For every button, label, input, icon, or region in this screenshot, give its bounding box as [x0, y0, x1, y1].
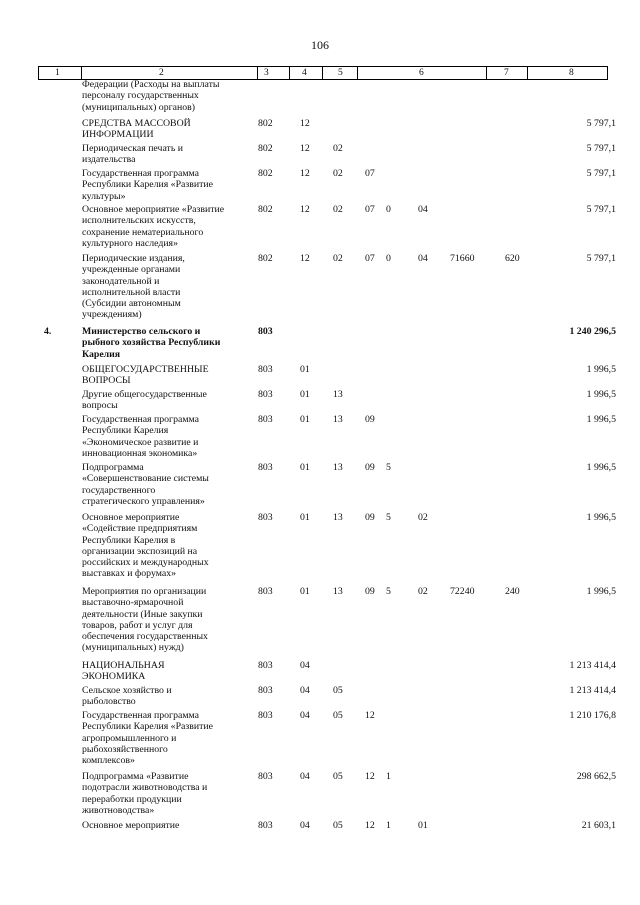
cell-amount: 21 603,1: [581, 820, 616, 831]
cell-activity: 04: [418, 204, 428, 215]
row-name-line: животноводства»: [82, 804, 155, 816]
row-name-line: агропромышленного и: [82, 732, 177, 744]
cell-ministry-code: 802: [258, 118, 273, 129]
cell-subprogram: 5: [386, 586, 391, 597]
cell-amount: 1 996,5: [586, 389, 616, 400]
row-name-line: инновационная экономика»: [82, 447, 198, 459]
cell-section: 01: [300, 364, 310, 375]
cell-amount: 1 213 414,4: [569, 660, 616, 671]
cell-amount: 5 797,1: [586, 204, 616, 215]
cell-section: 12: [300, 253, 310, 264]
row-name-line: Республики Карелия: [82, 425, 169, 437]
cell-section: 01: [300, 512, 310, 523]
cell-section: 12: [300, 168, 310, 179]
cell-subprogram: 1: [386, 771, 391, 782]
cell-ministry-code: 803: [258, 710, 273, 721]
row-name-line: стратегического управления»: [82, 495, 205, 507]
row-name-line: Государственная программа: [82, 168, 199, 179]
row-name: [82, 586, 208, 654]
cell-expense-type: 240: [505, 586, 520, 597]
row-name-line: культурного наследия»: [82, 237, 178, 249]
cell-expense-type: 620: [505, 253, 520, 264]
row-name-line: сохранение нематериального: [82, 226, 204, 238]
cell-program: 09: [365, 462, 375, 473]
cell-program: 12: [365, 771, 375, 782]
cell-amount: 1 996,5: [586, 512, 616, 523]
cell-direction: 72240: [450, 586, 475, 597]
cell-amount: 1 996,5: [586, 414, 616, 425]
row-name: [82, 685, 172, 708]
header-col-1: 1: [55, 68, 60, 78]
cell-program: 12: [365, 710, 375, 721]
row-name: [82, 820, 179, 831]
cell-section: 12: [300, 118, 310, 129]
row-name-line: Основное мероприятие: [82, 512, 180, 523]
cell-ministry-code: 803: [258, 771, 273, 782]
cell-section: 04: [300, 820, 310, 831]
row-name-line: «Экономическое развитие и: [82, 436, 199, 448]
row-name-line: исполнительной власти: [82, 286, 181, 298]
cell-subsection: 05: [333, 771, 343, 782]
cell-subsection: 13: [333, 389, 343, 400]
row-name-line: Мероприятия по организации: [82, 586, 207, 597]
row-name: [82, 660, 164, 683]
cell-ministry-code: 803: [258, 389, 273, 400]
cell-amount: 1 996,5: [586, 462, 616, 473]
row-name-line: учреждениям): [82, 309, 142, 321]
row-name-line: ОБЩЕГОСУДАРСТВЕННЫЕ: [82, 364, 209, 375]
row-name-line: (муниципальных) органов): [82, 101, 195, 113]
row-name-line: Периодические издания,: [82, 253, 185, 264]
row-name-line: Государственная программа: [82, 414, 199, 425]
row-name: [82, 168, 213, 202]
row-name-line: переработки продукции: [82, 793, 182, 805]
cell-amount: 1 213 414,4: [569, 685, 616, 696]
cell-program: 07: [365, 253, 375, 264]
cell-amount: 1 996,5: [586, 364, 616, 375]
cell-section: 04: [300, 771, 310, 782]
cell-activity: 01: [418, 820, 428, 831]
cell-subsection: 13: [333, 586, 343, 597]
cell-amount: 298 662,5: [576, 771, 616, 782]
row-name: [82, 414, 199, 459]
cell-section: 01: [300, 414, 310, 425]
cell-ministry-code: 803: [258, 685, 273, 696]
row-name-line: товаров, работ и услуг для: [82, 619, 193, 631]
row-name: [82, 118, 191, 141]
row-name-line: Сельское хозяйство и: [82, 685, 172, 696]
row-name-line: Республики Карелия «Развитие: [82, 179, 213, 191]
cell-subsection: 13: [333, 414, 343, 425]
row-name: [82, 389, 207, 412]
cell-amount: 5 797,1: [586, 118, 616, 129]
row-name-line: обеспечения государственных: [82, 631, 208, 643]
cell-section: 01: [300, 586, 310, 597]
row-name-line: Основное мероприятие «Развитие: [82, 204, 225, 215]
row-name-line: «Совершенствование системы: [82, 473, 209, 485]
row-name-line: рыболовство: [82, 696, 136, 708]
row-name-line: Федерации (Расходы на выплаты: [82, 79, 220, 90]
cell-ministry-code: 803: [258, 414, 273, 425]
page-number: 106: [311, 38, 329, 52]
cell-amount: 1 210 176,8: [569, 710, 616, 721]
row-name-line: комплексов»: [82, 755, 135, 767]
row-name-line: Республики Карелия в: [82, 534, 176, 546]
cell-subprogram: 0: [386, 204, 391, 215]
cell-ministry-code: 802: [258, 168, 273, 179]
cell-subprogram: 0: [386, 253, 391, 264]
header-col-4: 4: [302, 68, 307, 78]
row-name-line: учрежденные органами: [82, 264, 181, 276]
cell-section: 01: [300, 462, 310, 473]
header-col-5: 5: [338, 68, 343, 78]
cell-subsection: 05: [333, 710, 343, 721]
row-name-line: деятельности (Иные закупки: [82, 608, 203, 620]
cell-program: 12: [365, 820, 375, 831]
row-name: [82, 253, 185, 321]
row-name-line: Министерство сельского и: [82, 326, 201, 337]
cell-ministry-code: 803: [258, 326, 273, 337]
cell-subsection: 05: [333, 820, 343, 831]
cell-subsection: 05: [333, 685, 343, 696]
row-name: [82, 364, 209, 387]
row-name: [82, 79, 220, 113]
cell-subprogram: 5: [386, 462, 391, 473]
row-name-line: выставочно-ярмарочной: [82, 597, 184, 609]
row-name-line: Подпрограмма: [82, 462, 144, 473]
row-name-line: ЭКОНОМИКА: [82, 671, 146, 683]
table-header: [38, 66, 608, 80]
row-name-line: исполнительских искусств,: [82, 215, 196, 227]
cell-ministry-code: 802: [258, 143, 273, 154]
row-name-line: рыбохозяйственного: [82, 743, 168, 755]
row-name: [82, 143, 183, 166]
row-name: [82, 326, 220, 360]
cell-subsection: 02: [333, 253, 343, 264]
row-name-line: Государственная программа: [82, 710, 199, 721]
row-name-line: государственного: [82, 484, 156, 496]
row-name-line: Карелия: [82, 348, 121, 360]
cell-direction: 71660: [450, 253, 475, 264]
cell-program: 07: [365, 204, 375, 215]
cell-section: 12: [300, 204, 310, 215]
cell-program: 09: [365, 414, 375, 425]
cell-ministry-code: 802: [258, 204, 273, 215]
cell-program: 09: [365, 586, 375, 597]
row-name-line: ВОПРОСЫ: [82, 375, 131, 387]
row-name-line: СРЕДСТВА МАССОВОЙ: [82, 118, 191, 129]
row-name-line: издательства: [82, 154, 136, 166]
cell-ministry-code: 803: [258, 820, 273, 831]
header-col-2: 2: [159, 68, 164, 78]
cell-section: 12: [300, 143, 310, 154]
cell-section: 01: [300, 389, 310, 400]
header-col-6: 6: [419, 68, 424, 78]
cell-ministry-code: 803: [258, 364, 273, 375]
row-name-line: рыбного хозяйства Республики: [82, 337, 221, 349]
cell-subsection: 13: [333, 462, 343, 473]
row-name-line: ИНФОРМАЦИИ: [82, 129, 154, 141]
cell-subsection: 02: [333, 143, 343, 154]
cell-subsection: 02: [333, 168, 343, 179]
cell-program: 07: [365, 168, 375, 179]
cell-subprogram: 1: [386, 820, 391, 831]
cell-ministry-code: 803: [258, 586, 273, 597]
cell-subprogram: 5: [386, 512, 391, 523]
row-name-line: НАЦИОНАЛЬНАЯ: [82, 660, 165, 671]
cell-activity: 04: [418, 253, 428, 264]
row-name-line: «Содействие предприятиям: [82, 523, 198, 535]
cell-amount: 5 797,1: [586, 253, 616, 264]
row-name-line: выставках и форумах»: [82, 568, 176, 580]
row-name-line: Периодическая печать и: [82, 143, 184, 154]
cell-program: 09: [365, 512, 375, 523]
cell-activity: 02: [418, 512, 428, 523]
row-name-line: российских и международных: [82, 557, 209, 569]
cell-activity: 02: [418, 586, 428, 597]
cell-amount: 1 996,5: [586, 586, 616, 597]
header-col-8: 8: [569, 68, 574, 78]
cell-ministry-code: 803: [258, 660, 273, 671]
row-name-line: организации экспозиций на: [82, 545, 198, 557]
cell-amount: 5 797,1: [586, 168, 616, 179]
row-name-line: Другие общегосударственные: [82, 389, 207, 400]
row-name-line: культуры»: [82, 190, 126, 202]
row-name-line: (Субсидии автономным: [82, 298, 181, 310]
header-col-7: 7: [504, 68, 509, 78]
row-name-line: подотрасли животноводства и: [82, 782, 208, 794]
row-name-line: (муниципальных) нужд): [82, 642, 184, 654]
cell-section: 04: [300, 710, 310, 721]
cell-ministry-code: 803: [258, 512, 273, 523]
row-number: 4.: [44, 326, 52, 337]
row-name-line: законодательной и: [82, 275, 160, 287]
row-name-line: Республики Карелия «Развитие: [82, 721, 213, 733]
cell-section: 04: [300, 660, 310, 671]
row-name: [82, 462, 209, 507]
cell-ministry-code: 803: [258, 462, 273, 473]
cell-amount: 5 797,1: [586, 143, 616, 154]
header-col-3: 3: [264, 68, 269, 78]
cell-subsection: 13: [333, 512, 343, 523]
cell-amount: 1 240 296,5: [569, 326, 616, 337]
cell-ministry-code: 802: [258, 253, 273, 264]
row-name: [82, 204, 224, 249]
row-name-line: персоналу государственных: [82, 90, 199, 102]
cell-subsection: 02: [333, 204, 343, 215]
row-name: [82, 512, 209, 580]
cell-section: 04: [300, 685, 310, 696]
row-name: [82, 771, 207, 816]
row-name-line: вопросы: [82, 400, 118, 412]
row-name: [82, 710, 213, 766]
row-name-line: Подпрограмма «Развитие: [82, 771, 189, 782]
row-name-line: Основное мероприятие: [82, 820, 180, 831]
